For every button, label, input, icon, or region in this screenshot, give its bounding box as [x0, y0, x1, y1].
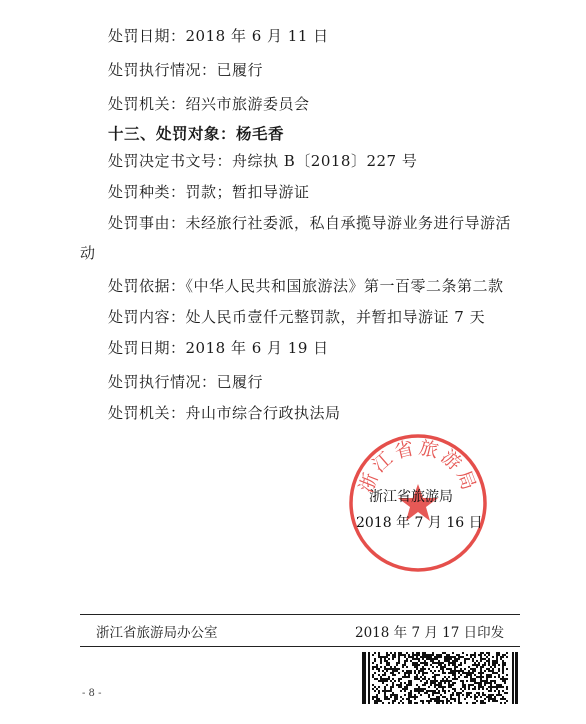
barcode-icon — [362, 652, 518, 704]
page-number: - 8 - — [82, 688, 102, 699]
prev-penalty-authority: 处罚机关：绍兴市旅游委员会 — [108, 95, 310, 113]
prev-penalty-date: 处罚日期：2018 年 6 月 11 日 — [108, 27, 329, 45]
seal-arc-text: 浙江省旅游局 — [355, 436, 481, 496]
signature-org: 浙江省旅游局 — [369, 489, 453, 505]
penalty-content: 处罚内容：处人民币壹仟元整罚款，并暂扣导游证 7 天 — [108, 308, 486, 326]
prev-execution-status: 处罚执行情况：已履行 — [108, 61, 264, 79]
decision-doc-number: 处罚决定书文号：舟综执 B〔2018〕227 号 — [108, 152, 418, 170]
penalty-reason: 处罚事由：未经旅行社委派，私自承揽导游业务进行导游活 — [108, 214, 512, 232]
footer-bottom-rule — [80, 646, 520, 647]
section-heading: 十三、处罚对象：杨毛香 — [108, 125, 285, 143]
execution-status: 处罚执行情况：已履行 — [108, 373, 264, 391]
footer-top-rule — [80, 614, 520, 615]
penalty-reason-continued: 动 — [80, 244, 96, 262]
penalty-authority: 处罚机关：舟山市综合行政执法局 — [108, 404, 341, 422]
print-date: 2018 年 7 月 17 日印发 — [355, 625, 505, 641]
penalty-basis: 处罚依据：《中华人民共和国旅游法》第一百零二条第二款 — [108, 277, 504, 295]
issuing-office: 浙江省旅游局办公室 — [96, 625, 218, 641]
penalty-date: 处罚日期：2018 年 6 月 19 日 — [108, 339, 329, 357]
signature-date: 2018 年 7 月 16 日 — [356, 515, 483, 531]
penalty-type: 处罚种类：罚款；暂扣导游证 — [108, 183, 310, 201]
